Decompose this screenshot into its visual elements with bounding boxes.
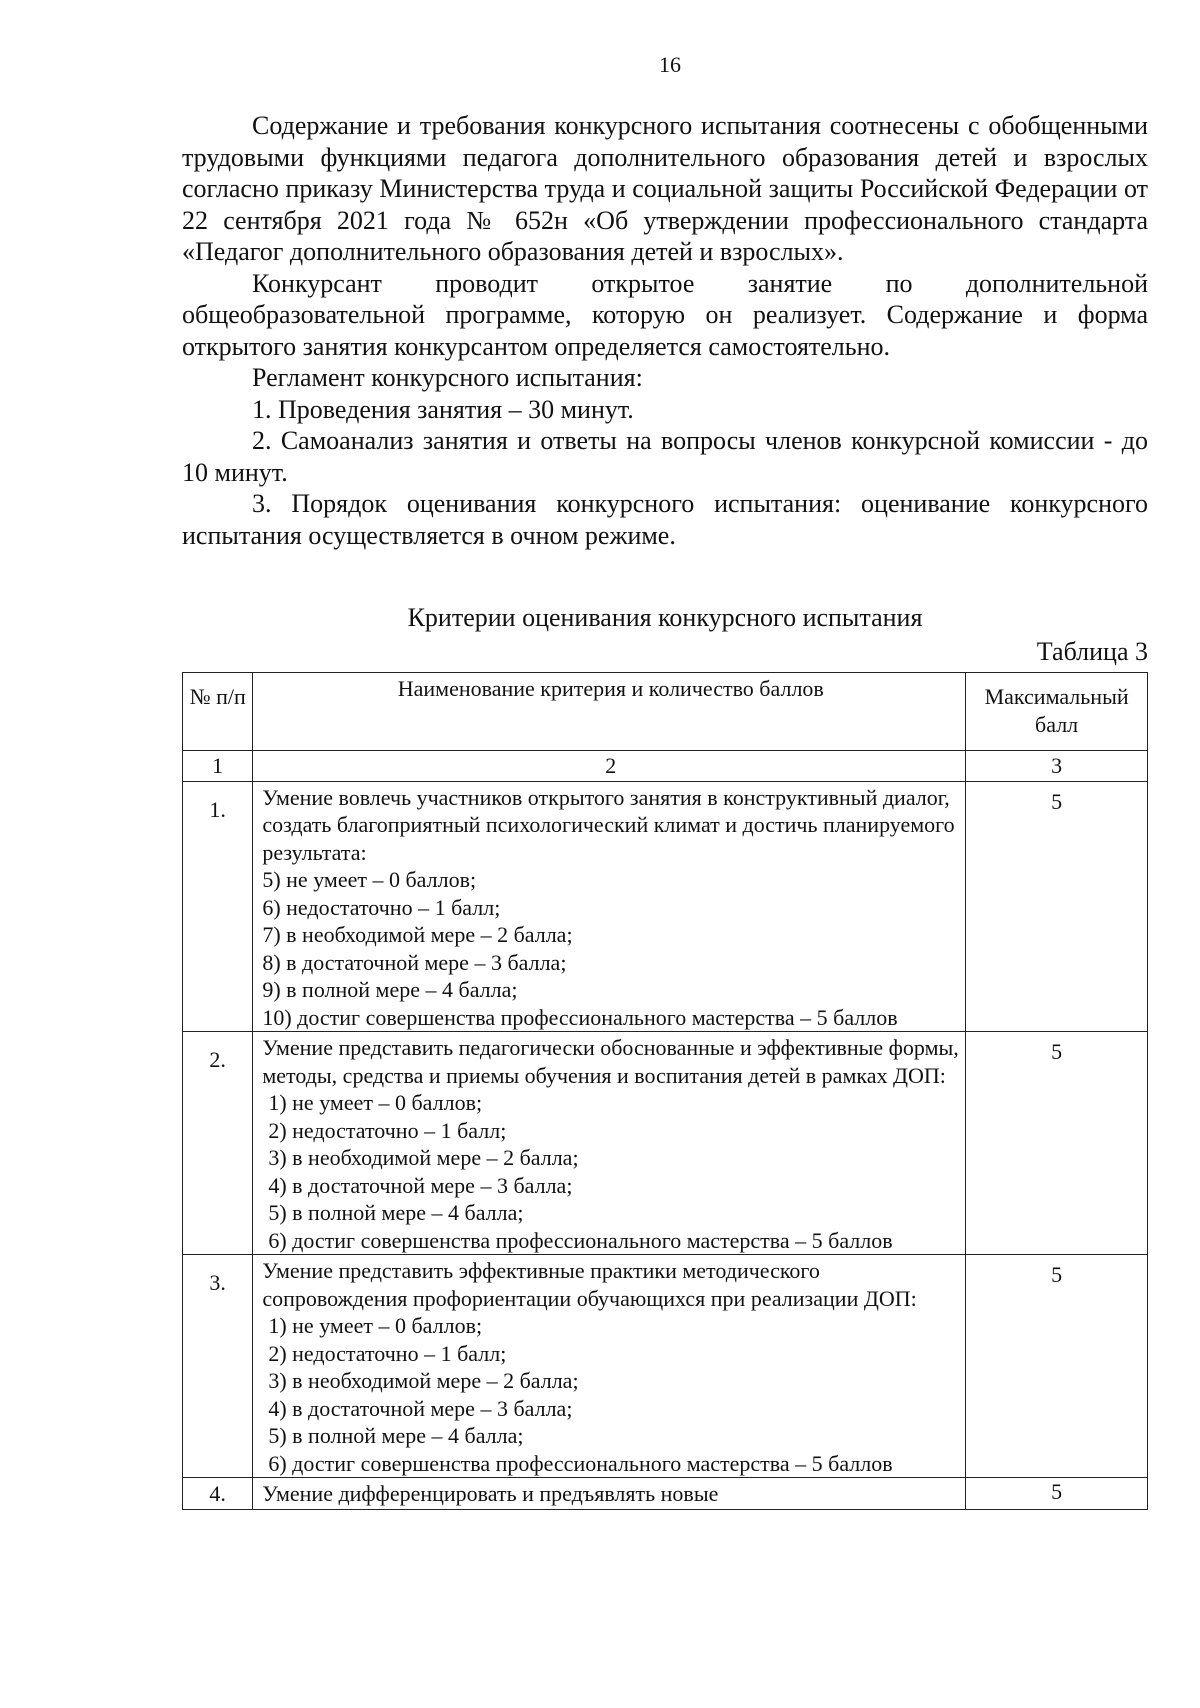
paragraph-regulation-heading: Регламент конкурсного испытания: [252, 363, 643, 392]
table-row [183, 1478, 1148, 1510]
score-level: 2) недостаточно – 1 балл; [268, 1117, 507, 1143]
paragraph-regulation-item-3: 3. Порядок оценивания конкурсного испытания: оценивание конкурсного испытания осуществляется в очном режиме. [182, 489, 1148, 550]
max-score: 5 [966, 1255, 1148, 1478]
criterion-cell [253, 1032, 966, 1255]
score-levels [262, 866, 959, 1031]
criterion-cell [253, 1255, 966, 1478]
criterion-text: Умение представить педагогически обоснованные и эффективные формы, методы, средства и приемы обучения и воспитания детей в рамках ДОП: [262, 1035, 959, 1088]
score-level: 5) в полной мере – 4 балла; [268, 1423, 524, 1448]
max-score: 5 [966, 1478, 1148, 1510]
column-number: 1 [183, 751, 253, 782]
criterion-text: Умение представить эффективные практики методического сопровождения профориентации обучающихся при реализации ДОП: [262, 1258, 917, 1311]
score-level: 1) не умеет – 0 баллов; [268, 1313, 483, 1338]
score-level: 8) в достаточной мере – 3 балла; [262, 949, 567, 975]
row-number: 1. [183, 781, 253, 1032]
row-number: 3. [183, 1255, 253, 1478]
table-label: Таблица 3 [1036, 637, 1148, 666]
row-number: 2. [183, 1032, 253, 1255]
max-score: 5 [966, 781, 1148, 1032]
score-level: 6) достиг совершенства профессионального мастерства – 5 баллов [268, 1227, 893, 1253]
column-number: 2 [253, 751, 966, 782]
paragraph-regulation-item-2: 2. Самоанализ занятия и ответы на вопросы членов конкурсной комиссии - до 10 минут. [182, 426, 1148, 487]
column-number-row [183, 751, 1148, 782]
page-number: 16 [659, 52, 681, 77]
score-levels [262, 1312, 959, 1477]
score-level: 4) в достаточной мере – 3 балла; [268, 1395, 573, 1421]
score-levels [262, 1089, 959, 1254]
table-header-row [183, 673, 1148, 751]
score-level: 5) в полной мере – 4 балла; [268, 1200, 524, 1225]
score-level: 9) в полной мере – 4 балла; [262, 977, 518, 1002]
table-row [183, 1032, 1148, 1255]
body-text [182, 110, 1148, 551]
column-number: 3 [966, 751, 1148, 782]
criterion-text: Умение вовлечь участников открытого занятия в конструктивный диалог, создать благоприятный психологический климат и достичь планируемого результата: [262, 784, 955, 865]
header-num: № п/п [183, 673, 253, 751]
criterion-text: Умение дифференцировать и предъявлять новые [262, 1481, 719, 1506]
score-level: 7) в необходимой мере – 2 балла; [262, 922, 573, 947]
max-score: 5 [966, 1032, 1148, 1255]
score-level: 3) в необходимой мере – 2 балла; [268, 1368, 579, 1393]
score-level: 6) достиг совершенства профессионального мастерства – 5 баллов [268, 1450, 893, 1476]
paragraph-regulation-item-1: 1. Проведения занятия – 30 минут. [252, 394, 634, 424]
score-level: 1) не умеет – 0 баллов; [268, 1090, 483, 1115]
score-level: 5) не умеет – 0 баллов; [262, 867, 477, 892]
paragraph-open-lesson: Конкурсант проводит открытое занятие по дополнительной общеобразовательной программе, которую он реализует. Содержание и форма открытого занятия конкурсантом определяется самостоятельно. [182, 268, 1148, 361]
score-level: 6) недостаточно – 1 балл; [262, 894, 501, 920]
header-max-score: Максимальный балл [966, 673, 1148, 751]
paragraph-standard: Содержание и требования конкурсного испытания соотнесены с обобщенными трудовыми функциями педагога дополнительного образования детей и взрослых согласно приказу Министерства труда и социальной защиты Российской Федерации от 22 сентября 2021 года № 652н «Об утверждении профессионального стандарта «Педагог дополнительного образования детей и взрослых». [182, 111, 1148, 266]
table-row [183, 781, 1148, 1032]
table-row [183, 1255, 1148, 1478]
row-number: 4. [183, 1478, 253, 1510]
criterion-cell [253, 1478, 966, 1510]
score-level: 2) недостаточно – 1 балл; [268, 1340, 507, 1366]
table-title: Критерии оценивания конкурсного испытания [407, 603, 923, 632]
header-criterion: Наименование критерия и количество баллов [253, 673, 966, 751]
score-level: 4) в достаточной мере – 3 балла; [268, 1172, 573, 1198]
score-level: 10) достиг совершенства профессионального мастерства – 5 баллов [262, 1004, 898, 1030]
criterion-cell [253, 781, 966, 1032]
criteria-table [182, 672, 1148, 1510]
score-level: 3) в необходимой мере – 2 балла; [268, 1145, 579, 1170]
